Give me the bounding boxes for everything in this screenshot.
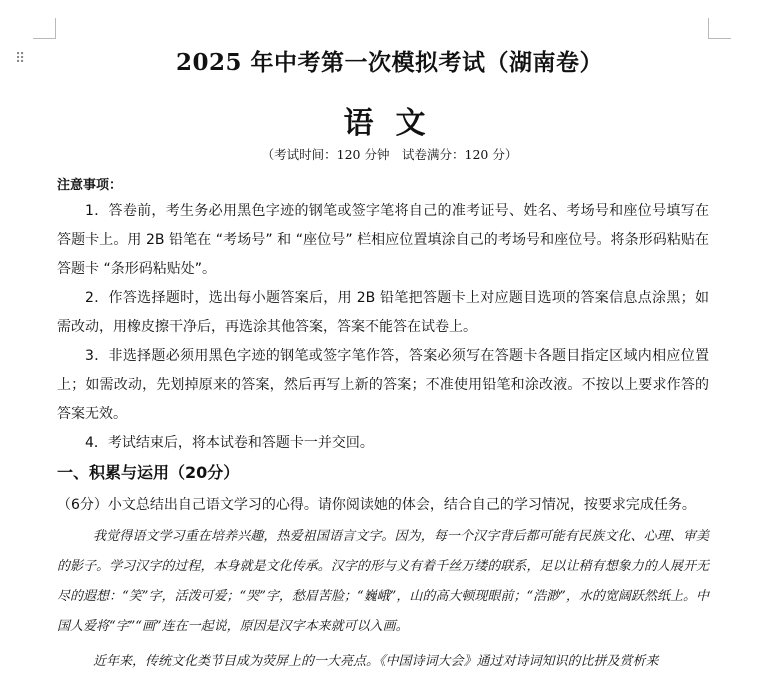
notice-item-2: 2．作答选择题时，选出每小题答案后，用 2B 铅笔把答题卡上对应题目选项的答案信息点涂黑；如需改动，用橡皮擦干净后，再选涂其他答案，答案不能答在试卷上。 (57, 290, 709, 335)
drag-handle-icon[interactable]: ⠿ (15, 51, 25, 67)
page-corner-mark-top-right (708, 18, 731, 39)
notice-item-1: 1．答卷前，考生务必用黑色字迹的钢笔或签字笔将自己的准考证号、姓名、考场号和座位号填写在答题卡上。用 2B 铅笔在 “考场号” 和 “座位号” 栏相应位置填涂自己的考场号和座位号。将条形码粘贴在答题卡 “条形码粘贴处”。 (57, 203, 709, 277)
question-intro: （6分）小文总结出自己语文学习的心得。请你阅读她的体会，结合自己的学习情况，按要求完成任务。 (57, 497, 696, 513)
notice-item-3: 3．非选择题必须用黑色字迹的钢笔或签字笔作答，答案必须写在答题卡各题目指定区域内相应位置上；如需改动，先划掉原来的答案，然后再写上新的答案；不准使用铅笔和涂改液。不按以上要求作答的答案无效。 (57, 348, 709, 422)
exam-info: （考试时间：120 分钟 试卷满分：120 分） (261, 147, 518, 162)
subject-title: 语文 (343, 106, 448, 141)
notice-heading: 注意事项： (57, 178, 123, 193)
essay-paragraph-2: 近年来，传统文化类节目成为荧屏上的一大亮点。《中国诗词大会》通过对诗词知识的比拼及赏析来 (93, 654, 659, 669)
notice-item-4: 4．考试结束后，将本试卷和答题卡一并交回。 (85, 435, 374, 451)
essay-paragraph-1: 我觉得语文学习重在培养兴趣，热爱祖国语言文字。因为，每一个汉字背后都可能有民族文化、心理、审美的影子。学习汉字的过程，本身就是文化传承。汉字的形与义有着千丝万缕的联系，足以让稍有想象力的人展开无尽的遐想：“笑”字，活泼可爱；“哭”字，愁眉苦脸；“巍峨”，山的高大顿现眼前；“浩渺”，水的宽阔跃然纸上。中国人爱将“字”“画”连在一起说，原因是汉字本来就可以入画。 (57, 529, 709, 634)
exam-title: 2025 年中考第一次模拟考试（湖南卷） (175, 49, 604, 76)
section-heading: 一、积累与运用（20分） (57, 463, 240, 482)
page-corner-mark-top-left (33, 18, 56, 39)
